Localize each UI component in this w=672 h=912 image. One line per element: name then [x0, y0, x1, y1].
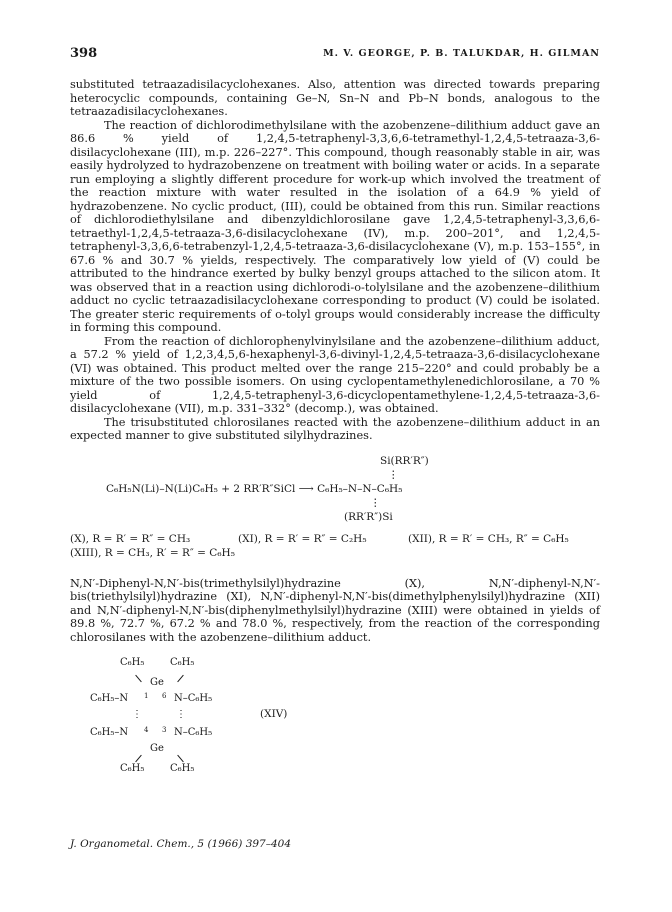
journal-citation: J. Organometal. Chem., 5 (1966) 397–404: [70, 838, 292, 850]
structure-xiv: [70, 650, 600, 790]
paragraph-vinyl-silane: From the reaction of dichlorophenylvinylsilane and the azobenzene–dilithium adduct, a 57.2 % yield of 1,2,3,4,5,6-hexaphenyl-3,6-divinyl-1,2,4,5-tetraaza-3,6-disilacyclohexane (VI) was obtained. This product melted over the range 215–220° and could probably be a mixture of the two possible isomers. On using cyclopentamethylenedichlorosilane, a 70 % yield of 1,2,4,5-tetraphenyl-3,6-dicyclopentamethylene-1,2,4,5-tetraaza-3,6-disilacyclohexane (VII), m.p. 331–332° (decomp.), was obtained.: [70, 334, 600, 415]
running-authors: M. V. GEORGE, P. B. TALUKDAR, H. GILMAN: [323, 48, 600, 59]
struct-ge-bottom: Ge: [150, 743, 164, 754]
compound-def-xi: (XI), R = R′ = R″ = C₂H₅: [238, 532, 367, 545]
struct-label-xiv: (XIV): [260, 708, 288, 720]
paragraph-silylhydrazines: N,N′-Diphenyl-N,N′-bis(trimethylsilyl)hydrazine (X), N,N′-diphenyl-N,N′-bis(triethylsilyl)hydrazine (XI), N,N′-diphenyl-N,N′-bis(dimethylphenylsilyl)hydrazine (XII) and N,N′-diphenyl-N,N′-bis(diphenylmethylsilyl)hydrazine (XIII) were obtained in yields of 89.8 %, 72.7 %, 67.2 % and 78.0 %, respectively, from the reaction of the corresponding chlorosilanes with the azobenzene–dilithium adduct.: [70, 576, 600, 644]
reaction-dots-bottom: ⋮: [370, 496, 381, 509]
reaction-equation: C₆H₅N(Li)–N(Li)C₆H₅ + 2 RR′R″SiCl ⟶ C₆H₅–N–N–C₆H₅: [106, 482, 403, 495]
reaction-si-bottom: (RR′R″)Si: [344, 510, 393, 523]
struct-phenyl-bottom-right: C₆H₅: [170, 763, 195, 774]
struct-n6-right: N–C₆H₅: [174, 693, 213, 704]
struct-bond-dots: ⋮: [132, 709, 142, 720]
reaction-si-top: Si(RR′R″): [380, 454, 429, 467]
struct-phenyl-bottom-left: C₆H₅: [120, 763, 145, 774]
struct-n2-left: C₆H₅–N: [90, 727, 129, 738]
struct-phenyl-top-left: C₆H₅: [120, 657, 145, 668]
struct-locant-3: 3: [162, 726, 167, 734]
struct-n1-left: C₆H₅–N: [90, 693, 129, 704]
struct-n3-right: N–C₆H₅: [174, 727, 213, 738]
struct-bond-dots: ⋮: [176, 709, 186, 720]
paragraph-cyclic-silanes: The reaction of dichlorodimethylsilane with the azobenzene–dilithium adduct gave an 86.6 % yield of 1,2,4,5-tetraphenyl-3,3,6,6-tetramethyl-1,2,4,5-tetraaza-3,6-disilacyclohexane (III), m.p. 226–227°. This compound, though reasonably stable in air, was easily hydrolyzed to hydrazobenzene on treatment with boiling water or acids. In a separate run employing a slightly different procedure for work-up which involved the treatment of the reaction mixture with water resulted in the isolation of a 64.9 % yield of hydrazobenzene. No cyclic product, (III), could be obtained from this run. Similar reactions of dichlorodiethylsilane and dibenzyldichlorosilane gave 1,2,4,5-tetraphenyl-3,3,6,6-tetraethyl-1,2,4,5-tetraaza-3,6-disilacyclohexane (IV), m.p. 200–201°, and 1,2,4,5-tetraphenyl-3,3,6,6-tetrabenzyl-1,2,4,5-tetraaza-3,6-disilacyclohexane (V), m.p. 153–155°, in 67.6 % and 30.7 % yields, respectively. The comparatively low yield of (V) could be attributed to the hindrance exerted by bulky benzyl groups attached to the silicon atom. It was observed that in a reaction using dichlorodi-o-tolylsilane and the azobenzene–dilithium adduct no cyclic tetraazadisilacyclohexane corresponding to product (V) could be isolated. The greater steric requirements of o-tolyl groups would considerably increase the difficulty in forming this compound.: [70, 118, 600, 334]
reaction-dots-top: ⋮: [388, 468, 399, 481]
struct-locant-1: 1: [144, 692, 149, 700]
paragraph-continuation: substituted tetraazadisilacyclohexanes. Also, attention was directed towards preparing heterocyclic compounds, containing Ge–N, Sn–N and Pb–N bonds, analogous to the tetraazadisilacyclohexanes.: [70, 78, 600, 118]
compound-def-x: (X), R = R′ = R″ = CH₃: [70, 532, 191, 545]
struct-bond: [177, 675, 184, 683]
compound-def-xii: (XII), R = R′ = CH₃, R″ = C₆H₅: [408, 532, 569, 545]
reaction-scheme: [70, 453, 600, 571]
compound-def-xiii: (XIII), R = CH₃, R′ = R″ = C₆H₅: [70, 546, 235, 559]
paragraph-trisubstituted: The trisubstituted chlorosilanes reacted with the azobenzene–dilithium adduct in an expected manner to give substituted silylhydrazines.: [70, 415, 600, 442]
article-body: [70, 78, 600, 790]
struct-locant-4: 4: [144, 726, 149, 734]
struct-phenyl-top-right: C₆H₅: [170, 657, 195, 668]
struct-ge-top: Ge: [150, 677, 164, 688]
running-head: [70, 46, 600, 62]
struct-bond: [135, 675, 142, 683]
page-number: 398: [70, 46, 98, 61]
struct-locant-6: 6: [162, 692, 167, 700]
